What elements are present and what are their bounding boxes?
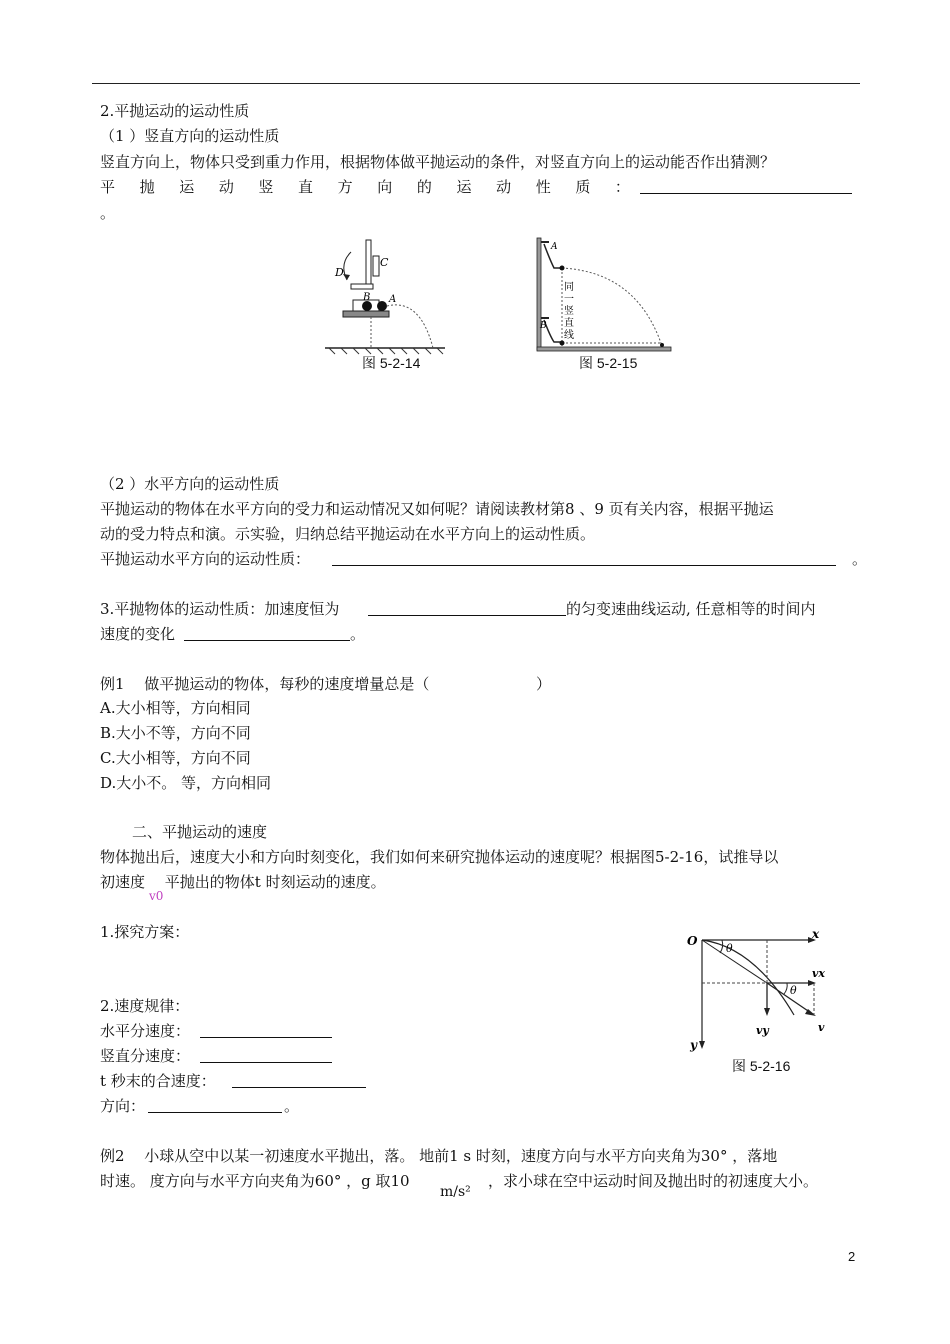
- law-direction-label: 方向：: [100, 1097, 146, 1115]
- figure-5-2-16: [684, 925, 834, 1057]
- fig16-label-x: x: [812, 927, 820, 941]
- fig16-label-o: O: [687, 934, 698, 948]
- part2-para-line2: 初速度 平抛出的物体t 时刻运动的速度。: [100, 873, 386, 891]
- fig15-text-char: 竖: [564, 306, 574, 317]
- sub1-answer-label: 平 抛 运 动 竖 直 方 向 的 运 动 性 质 ：: [100, 178, 630, 196]
- fig15-label-b: B: [540, 321, 547, 331]
- sub1-answer-blank[interactable]: [640, 178, 852, 194]
- law-label: 2.速度规律：: [100, 997, 190, 1015]
- sub2-para-line1: 平抛运动的物体在水平方向的受力和运动情况又如何呢？请阅读教材第8 、9 页有关内容，根据平抛运: [100, 500, 774, 518]
- example1-option-d: D.大小不。 等，方向相同: [100, 774, 272, 792]
- section2-title: 2.平抛运动的运动性质: [100, 102, 250, 120]
- part2-title: 二、平抛运动的速度: [132, 823, 268, 841]
- law-direction-period: 。: [284, 1097, 300, 1115]
- section3-line1-a: 3.平抛物体的运动性质：加速度恒为: [100, 600, 340, 618]
- example1-stem-close: ）: [536, 675, 552, 693]
- fig15-text-char: 一: [564, 294, 574, 305]
- example2-unit: m/s²: [440, 1184, 471, 1200]
- plan-label: 1.探究方案：: [100, 923, 190, 941]
- sub1-period: 。: [100, 204, 116, 222]
- example1-stem: 例1 做平抛运动的物体，每秒的速度增量总是（: [100, 675, 430, 693]
- section3-period: 。: [350, 625, 366, 643]
- sub2-answer-blank[interactable]: [332, 550, 836, 566]
- v0-symbol: v0: [149, 889, 164, 903]
- sub2-answer-label: 平抛运动水平方向的运动性质：: [100, 550, 311, 568]
- fig14-caption: 图 5-2-14: [362, 355, 421, 371]
- section3-line1-b: 的匀变速曲线运动, 任意相等的时间内: [566, 600, 816, 618]
- sub2-para-line2: 动的受力特点和演。示实验，归纳总结平抛运动在水平方向上的运动性质。: [100, 525, 596, 543]
- sub2-title: （2 ）水平方向的运动性质: [100, 475, 280, 493]
- example1-option-c: C.大小相等，方向不同: [100, 749, 251, 767]
- fig14-label-b: B: [363, 292, 371, 303]
- fig14-label-a: A: [389, 294, 397, 305]
- example1-option-a: A.大小相等，方向相同: [100, 699, 251, 717]
- fig15-text-char: 同: [564, 282, 574, 293]
- sub1-title: （1 ）竖直方向的运动性质: [100, 127, 280, 145]
- law-resultant-blank[interactable]: [232, 1072, 366, 1088]
- example2-line2-a: 时速。 度方向与水平方向夹角为60° ，g 取10: [100, 1172, 410, 1190]
- fig16-caption: 图 5-2-16: [732, 1058, 791, 1074]
- section3-blank-acceleration[interactable]: [368, 600, 566, 616]
- law-horizontal-blank[interactable]: [200, 1022, 332, 1038]
- law-horizontal-label: 水平分速度：: [100, 1022, 191, 1040]
- fig15-caption: 图 5-2-15: [579, 355, 638, 371]
- example2-line1: 例2 小球从空中以某一初速度水平抛出，落。 地前1 s 时刻，速度方向与水平方向夹角为30° ，落地: [100, 1147, 778, 1165]
- section3-blank-velocity-change[interactable]: [184, 625, 350, 641]
- fig16-theta-1: θ: [726, 942, 733, 955]
- header-rule: [92, 83, 860, 84]
- fig16-label-v: v: [818, 1021, 825, 1034]
- example2-line2-b: ，求小球在空中运动时间及抛出时的初速度大小。: [488, 1172, 819, 1190]
- fig14-label-d: D: [335, 266, 344, 279]
- fig16-theta-2: θ: [790, 984, 797, 997]
- fig16-label-vy: vy: [756, 1024, 769, 1037]
- page-number: 2: [848, 1249, 856, 1264]
- section3-line2-a: 速度的变化: [100, 625, 176, 643]
- example1-option-b: B.大小不等，方向不同: [100, 724, 251, 742]
- figure-5-2-15: [532, 234, 674, 356]
- fig16-label-y: y: [690, 1038, 697, 1052]
- law-vertical-label: 竖直分速度：: [100, 1047, 191, 1065]
- fig15-label-a: A: [551, 242, 558, 252]
- fig15-text-char: 直: [564, 318, 574, 329]
- fig15-text-char: 线: [564, 330, 574, 341]
- law-resultant-label: t 秒末的合速度：: [100, 1072, 216, 1090]
- part2-para-line1: 物体抛出后，速度大小和方向时刻变化，我们如何来研究抛体运动的速度呢？根据图5-2-16，试推导以: [100, 848, 779, 866]
- law-vertical-blank[interactable]: [200, 1047, 332, 1063]
- fig16-label-vx: vx: [812, 967, 825, 980]
- sub2-period: 。: [852, 550, 868, 568]
- fig14-label-c: C: [380, 256, 389, 269]
- sub1-question: 竖直方向上，物体只受到重力作用，根据物体做平抛运动的条件，对竖直方向上的运动能否作出猜测？: [100, 153, 776, 171]
- figure-5-2-14: [325, 238, 465, 356]
- law-direction-blank[interactable]: [148, 1097, 282, 1113]
